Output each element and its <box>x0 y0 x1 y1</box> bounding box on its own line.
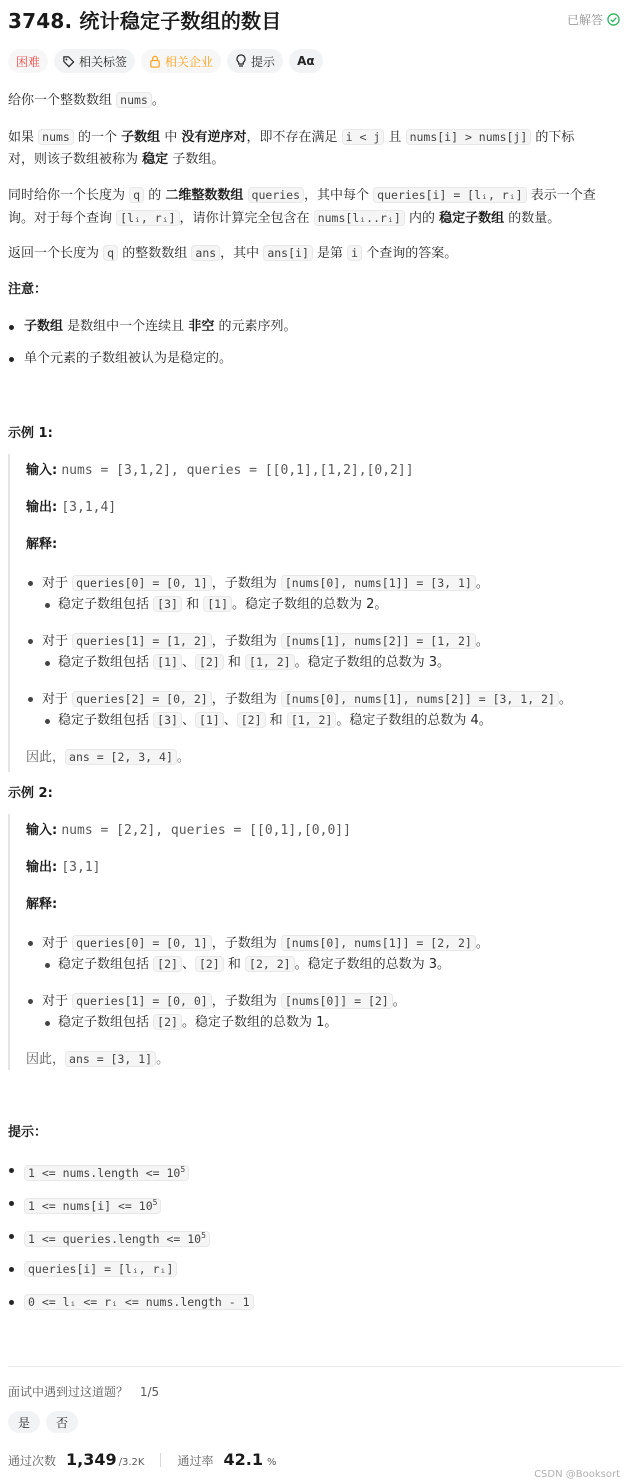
text: 对于 <box>42 634 69 649</box>
text: 子数组。 <box>172 152 225 167</box>
font-icon: Aα <box>297 54 315 68</box>
example-input: nums = [3,1,2], queries = [[0,1],[1,2],[0,2]] <box>61 463 414 478</box>
bold-term: 稳定 <box>142 152 169 167</box>
text: ，其中每个 <box>304 188 370 203</box>
text: 和 <box>227 957 241 972</box>
text: 因此， <box>26 1052 66 1067</box>
text: 如果 <box>8 130 35 145</box>
code-inline: ans <box>191 245 220 261</box>
explain-label: 解释: <box>26 897 58 912</box>
text: 单个元素的子数组被认为是稳定的。 <box>24 351 233 366</box>
example-1-conclusion <box>26 746 190 769</box>
note-title <box>8 279 618 301</box>
text: 、 <box>181 713 195 728</box>
code-inline: [1] <box>195 712 224 728</box>
bullet-dot <box>45 661 50 666</box>
code-inline: queries[2] = [0, 2] <box>72 691 212 707</box>
code-inline: ans[i] <box>263 245 313 261</box>
related-companies-button[interactable] <box>141 49 221 73</box>
submissions-value: /3.2K <box>118 1457 145 1468</box>
check-circle-icon <box>607 13 620 26</box>
example-output: [3,1] <box>61 860 101 875</box>
code-nums: nums <box>116 92 152 108</box>
code-inline: [2] <box>195 956 224 972</box>
text: ，子数组为 <box>211 936 277 951</box>
example-1-title <box>8 423 618 445</box>
code-inline: queries[0] = [0, 1] <box>72 935 212 951</box>
desc-paragraph-2 <box>8 126 618 171</box>
text: 。稳定子数组的总数为 1。 <box>181 1015 338 1030</box>
related-companies-label: 相关企业 <box>165 54 214 69</box>
example-output: [3,1,4] <box>61 500 117 515</box>
code-inline: [3] <box>153 712 182 728</box>
bullet-dot <box>9 357 14 362</box>
text: 。 <box>558 692 572 707</box>
example-input: nums = [2,2], queries = [[0,1],[0,0]] <box>61 823 351 838</box>
code-inline: ans = [2, 3, 4] <box>65 749 177 765</box>
interview-text: 面试中遇到过这道题？ <box>8 1385 129 1399</box>
text: 1 <= queries.length <= 10 <box>28 1231 202 1246</box>
hint-button[interactable] <box>227 49 283 73</box>
difficulty-label: 困难 <box>16 54 41 69</box>
interview-count: 1/5 <box>139 1385 160 1399</box>
text: 稳定子数组包括 <box>58 713 150 728</box>
example-2-title <box>8 783 618 805</box>
code-inline <box>24 1198 161 1214</box>
problem-title: 3748. 统计稳定子数组的数目 <box>8 8 282 33</box>
code-inline: [lᵢ, rᵢ] <box>116 210 179 226</box>
text: 表示一个查 <box>530 188 596 203</box>
input-label: 输入: <box>26 463 58 478</box>
explain-label: 解释: <box>26 537 58 552</box>
code-inline: i <box>347 245 362 261</box>
bold-term: 稳定子数组 <box>439 211 505 226</box>
text: 询。对于每个查询 <box>8 211 113 226</box>
text: 的数量。 <box>508 211 561 226</box>
bullet-dot <box>45 719 50 724</box>
text: 同时给你一个长度为 <box>8 188 126 203</box>
rate-value: 42.1 <box>223 1450 263 1469</box>
text: ，即不存在满足 <box>246 130 338 145</box>
text: 和 <box>269 713 283 728</box>
code-inline: [2] <box>195 654 224 670</box>
text: 是第 <box>317 246 344 261</box>
text: 。 <box>475 936 489 951</box>
bullet-dot <box>28 999 33 1004</box>
text: 因此， <box>26 750 66 765</box>
code-inline <box>24 1231 210 1247</box>
code-inline: [2] <box>237 712 266 728</box>
bold-term: 子数组 <box>121 130 161 145</box>
text: 。稳定子数组的总数为 4。 <box>336 713 492 728</box>
desc-paragraph-4 <box>8 242 618 265</box>
bullet-dot <box>9 1300 14 1305</box>
bullet-dot <box>9 1201 14 1206</box>
text: 个查询的答案。 <box>366 246 458 261</box>
text: 稳定子数组包括 <box>58 957 150 972</box>
text: 。 <box>392 994 406 1009</box>
text: 内的 <box>408 211 435 226</box>
code-inline: [nums[0], nums[1], nums[2]] = [3, 1, 2] <box>281 691 559 707</box>
text: 稳定子数组包括 <box>58 655 150 670</box>
constraints-heading: 提示： <box>8 1125 48 1140</box>
code-inline: q <box>103 245 118 261</box>
yes-button[interactable] <box>8 1411 40 1433</box>
bullet-dot <box>28 639 33 644</box>
tag-icon <box>62 55 75 68</box>
text: 、 <box>223 713 237 728</box>
code-inline: [2, 2] <box>245 956 295 972</box>
text: 1 <= nums[i] <= 10 <box>28 1198 153 1213</box>
code-inline: ans = [3, 1] <box>65 1051 156 1067</box>
code-inline: queries[0] = [0, 1] <box>72 575 212 591</box>
text: 。 <box>156 1052 170 1067</box>
text: 对于 <box>42 576 69 591</box>
code-nums: nums <box>38 129 74 145</box>
code-inline: nums[i] > nums[j] <box>406 129 532 145</box>
desc-paragraph-3 <box>8 184 618 230</box>
stats-bar <box>8 1450 276 1469</box>
explain-q1-detail <box>58 1011 337 1034</box>
explain-q2 <box>42 688 572 711</box>
example-2-block <box>8 814 622 1070</box>
code-inline: [nums[0], nums[1]] = [2, 2] <box>281 935 476 951</box>
code-inline: [1] <box>203 596 232 612</box>
example-heading: 示例 1: <box>8 426 53 441</box>
bullet-dot <box>45 963 50 968</box>
hint-label: 提示 <box>251 54 276 69</box>
text: 。 <box>151 93 165 108</box>
rate-label: 通过率 <box>177 1454 214 1468</box>
code-inline: queries[i] = [lᵢ, rᵢ] <box>373 187 526 203</box>
bold-term: 非空 <box>188 319 215 334</box>
solved-label: 已解答 <box>566 12 603 27</box>
watermark: CSDN @Booksort <box>534 1469 620 1480</box>
explain-q0-detail <box>58 593 387 616</box>
code-inline: [nums[0]] = [2] <box>281 993 393 1009</box>
example-2-conclusion <box>26 1048 169 1071</box>
text: 的下标 <box>535 130 575 145</box>
accepted-label: 通过次数 <box>8 1454 57 1468</box>
bullet-dot <box>28 941 33 946</box>
code-inline: [1, 2] <box>245 654 295 670</box>
text: ，其中 <box>220 246 260 261</box>
font-toggle-button[interactable] <box>289 49 323 73</box>
text: 对于 <box>42 692 69 707</box>
bullet-dot <box>9 325 14 330</box>
bullet-dot <box>45 1021 50 1026</box>
explain-q1 <box>42 990 406 1013</box>
text: ，子数组为 <box>211 634 277 649</box>
text: 的元素序列。 <box>218 319 297 334</box>
bullet-dot <box>9 1267 14 1272</box>
divider <box>8 1366 622 1367</box>
no-button[interactable] <box>46 1411 78 1433</box>
code-inline: q <box>129 187 144 203</box>
text: 。 <box>176 750 190 765</box>
text: 对于 <box>42 936 69 951</box>
text: 且 <box>388 130 402 145</box>
text: 。稳定子数组的总数为 3。 <box>294 957 450 972</box>
text: ，子数组为 <box>211 576 277 591</box>
constraints-title <box>8 1122 618 1144</box>
lock-icon <box>149 55 161 68</box>
text: 的 <box>148 188 162 203</box>
bold-term: 没有逆序对 <box>181 130 247 145</box>
bullet-dot <box>9 1234 14 1239</box>
code-inline: [3] <box>153 596 182 612</box>
explain-q0-detail <box>58 953 450 976</box>
title-row <box>8 4 622 34</box>
no-label: 否 <box>56 1415 69 1430</box>
lightbulb-icon <box>235 54 247 68</box>
code-inline: [1] <box>153 654 182 670</box>
tag-bar <box>8 49 323 73</box>
code-inline <box>24 1165 189 1181</box>
code-inline: queries <box>248 187 304 203</box>
bullet-dot <box>9 1168 14 1173</box>
code-inline: [nums[1], nums[2]] = [1, 2] <box>281 633 476 649</box>
code-inline: [2] <box>153 1014 182 1030</box>
text: 、 <box>181 957 195 972</box>
code-inline: 0 <= lᵢ <= rᵢ <= nums.length - 1 <box>24 1294 254 1310</box>
explain-q0 <box>42 932 489 955</box>
related-tags-button[interactable] <box>54 49 135 73</box>
explain-q1 <box>42 630 489 653</box>
yes-label: 是 <box>18 1415 31 1430</box>
text: 。 <box>475 634 489 649</box>
related-tags-label: 相关标签 <box>79 54 128 69</box>
code-inline: queries[i] = [lᵢ, rᵢ] <box>24 1261 177 1277</box>
text: 返回一个长度为 <box>8 246 100 261</box>
text: 的整数数组 <box>122 246 188 261</box>
text: 。 <box>475 576 489 591</box>
stats-divider <box>160 1453 161 1467</box>
rate-unit: % <box>266 1457 277 1468</box>
interview-question <box>8 1381 618 1403</box>
note-heading: 注意： <box>8 282 48 297</box>
desc-paragraph-1 <box>8 89 618 112</box>
code-inline: queries[1] = [0, 0] <box>72 993 212 1009</box>
input-label: 输入: <box>26 823 58 838</box>
text: 和 <box>227 655 241 670</box>
difficulty-badge <box>8 49 48 73</box>
text: 对，则该子数组被称为 <box>8 152 139 167</box>
output-label: 输出: <box>26 500 58 515</box>
explain-q2-detail <box>58 709 492 732</box>
bullet-dot <box>45 603 50 608</box>
superscript: 5 <box>180 1165 186 1174</box>
explain-q1-detail <box>58 651 450 674</box>
solved-status <box>567 11 620 28</box>
bold-term: 二维整数数组 <box>165 188 244 203</box>
text: 中 <box>164 130 178 145</box>
bullet-dot <box>28 697 33 702</box>
text: ，子数组为 <box>211 692 277 707</box>
superscript: 5 <box>201 1231 206 1240</box>
text: 。稳定子数组的总数为 3。 <box>294 655 450 670</box>
code-inline: i < j <box>342 129 385 145</box>
superscript: 5 <box>152 1198 158 1207</box>
code-inline: [2] <box>153 956 182 972</box>
example-heading: 示例 2: <box>8 786 53 801</box>
text: 对于 <box>42 994 69 1009</box>
example-1-block <box>8 454 622 772</box>
text: 的一个 <box>78 130 118 145</box>
code-inline: [1, 2] <box>287 712 337 728</box>
text: 1 <= nums.length <= 10 <box>28 1165 181 1180</box>
text: 稳定子数组包括 <box>58 597 150 612</box>
explain-q0 <box>42 572 489 595</box>
code-inline: queries[1] = [1, 2] <box>72 633 212 649</box>
text: ，请你计算完全包含在 <box>179 211 310 226</box>
output-label: 输出: <box>26 860 58 875</box>
accepted-value: 1,349 <box>66 1450 117 1469</box>
bullet-dot <box>28 581 33 586</box>
text: 。稳定子数组的总数为 2。 <box>232 597 388 612</box>
text: 是数组中一个连续且 <box>67 319 185 334</box>
text: 稳定子数组包括 <box>58 1015 150 1030</box>
bold-term: 子数组 <box>24 319 64 334</box>
text: 给你一个整数数组 <box>8 93 113 108</box>
code-inline: [nums[0], nums[1]] = [3, 1] <box>281 575 476 591</box>
text: ，子数组为 <box>211 994 277 1009</box>
text: 和 <box>186 597 200 612</box>
code-inline: nums[lᵢ..rᵢ] <box>314 210 405 226</box>
text: 、 <box>181 655 195 670</box>
